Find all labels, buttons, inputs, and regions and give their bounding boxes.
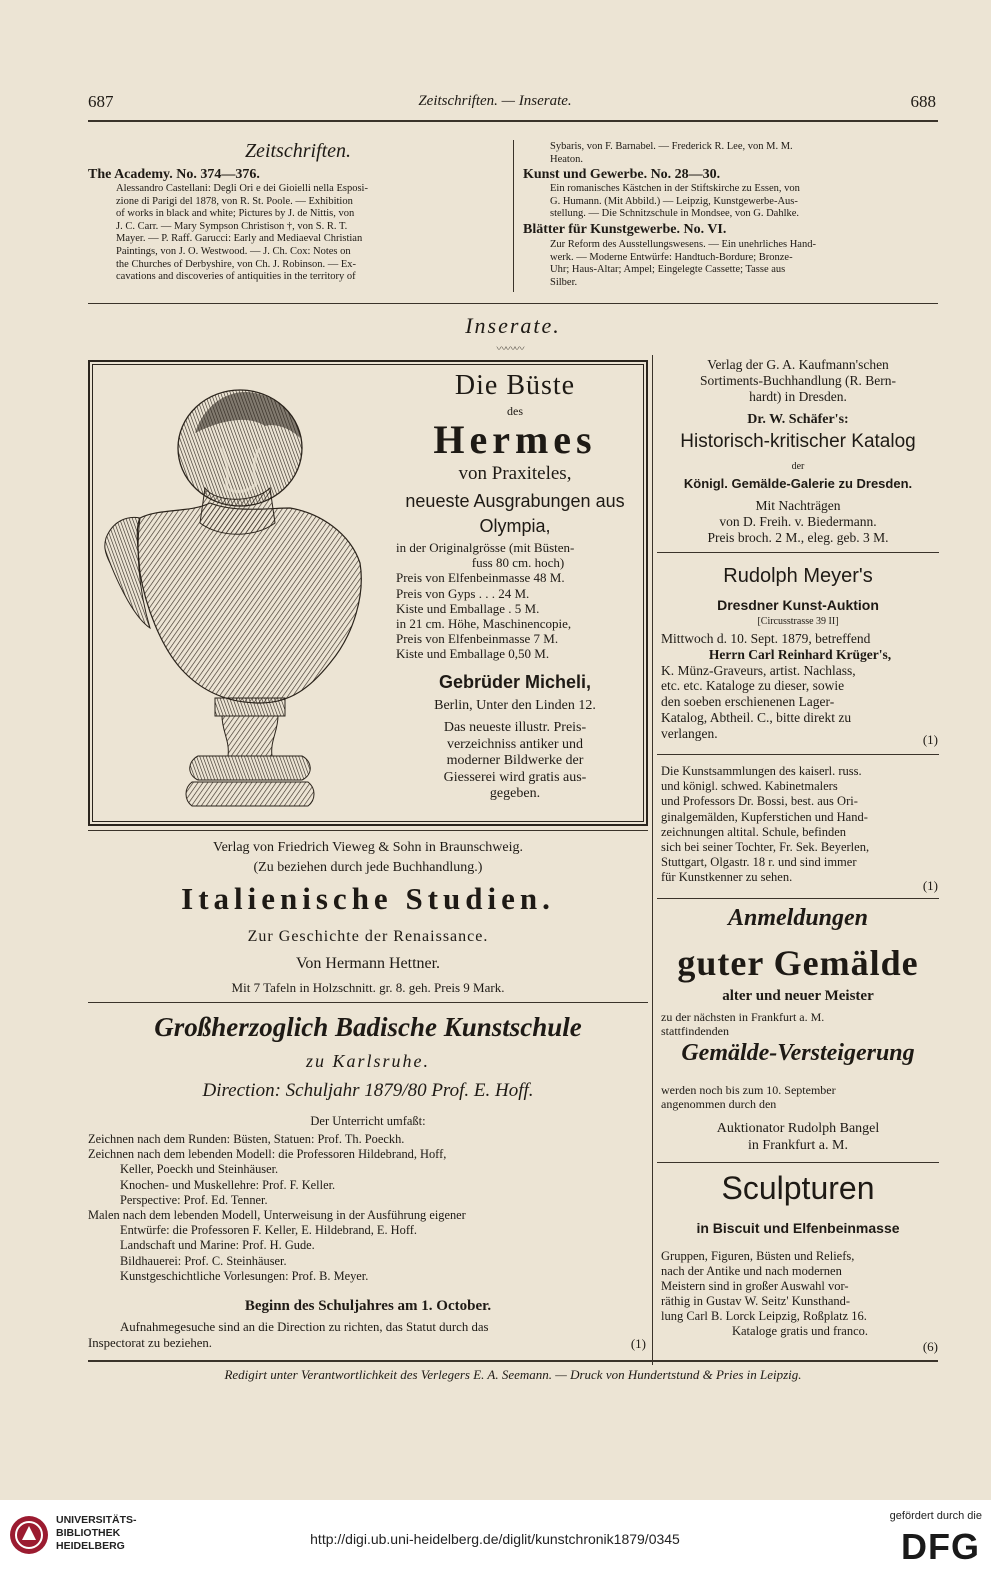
hermes-title-line1: Die Büste	[454, 370, 576, 401]
hermes-address: Berlin, Unter den Linden 12.	[434, 698, 596, 713]
anmeldungen-auctioneer: Auktionator Rudolph Bangel in Frankfurt a. M.	[716, 1121, 880, 1153]
hermes-offer: Das neueste illustr. Preis- verzeichniss antiker und moderner Bildwerke der Giesserei wird gratis aus- gegeben.	[443, 720, 587, 801]
library-logo-text: UNIVERSITÄTS- BIBLIOTHEK HEIDELBERG	[56, 1514, 137, 1552]
left-page-number: 687	[88, 92, 114, 111]
ad-rule-3	[657, 898, 939, 899]
section-rule	[88, 303, 938, 304]
kaufmann-details: Mit Nachträgen von D. Freih. v. Biedermann. Preis broch. 2 M., eleg. geb. 3 M.	[707, 498, 889, 545]
hermes-title-line2: des	[507, 404, 523, 418]
kunst-gewerbe-contents: Ein romanisches Kästchen in der Stiftskirche zu Essen, von G. Humann. (Mit Abbild.) — Leipzig, Kunstgewerbe-Aus- stellung. — Die Schnitzschule in Mondsee, von G. Dahlke.	[550, 183, 800, 220]
kunstschule-application: Aufnahmegesuche sind an die Direction zu richten, das Statut durch das Inspectorat zu beziehen.	[88, 1320, 489, 1350]
kunstsammlungen-number: (1)	[922, 878, 938, 893]
anmeldungen-auction-title: Gemälde-Versteigerung	[681, 1040, 915, 1066]
anmeldungen-headline: guter Gemälde	[677, 943, 919, 983]
ad-rule-4	[657, 1162, 939, 1163]
academy-contents: Alessandro Castellani: Degli Ori e dei Gioielli nella Esposi- zione di Parigi del 1878, von R. St. Poole. — Exhibition of works in black and white; Pictures by J. de Nittis, von J. C. Carr. — Mary Sympson Christison †, von S. R. T. Mayer. — P. Raff. Garucci: Early and Mediaeval Christian Paintings, von J. O. Westwood. — J. Ch. Cox: Notes on the Churches of Derbyshire, von Ch. J. Robinson. — Ex- cavations and discoveries of antiquities in the territory of	[116, 183, 368, 283]
imprint-rule	[88, 1360, 938, 1362]
zeitschriften-heading: Zeitschriften.	[244, 140, 352, 162]
hermes-title-main: Hermes	[433, 417, 597, 462]
academy-title: The Academy. No. 374—376.	[88, 167, 260, 182]
blaetter-title: Blätter für Kunstgewerbe. No. VI.	[523, 222, 727, 237]
vieweg-author: Von Hermann Hettner.	[295, 955, 441, 972]
permalink-url[interactable]: http://digi.ub.uni-heidelberg.de/diglit/kunstchronik1879/0345	[310, 1531, 680, 1547]
anmeldungen-lines-a: zu der nächsten in Frankfurt a. M. stattfindenden	[661, 1010, 825, 1038]
kunstschule-courses: Zeichnen nach dem Runden: Büsten, Statuen: Prof. Th. Poeckh. Zeichnen nach dem lebenden Modell: die Professoren Hildebrand, Hoff, Keller, Poeckh und Steinhäuser. Knochen- und Muskellehre: Prof. F. Keller. Perspective: Prof. Ed. Tenner. Malen nach dem lebenden Modell, Unterweisung in der Ausführung eigener Entwürfe: die Professoren F. Keller, E. Hildebrand, E. Hoff. Landschaft und Marine: Prof. H. Gude. Bildhauerei: Prof. C. Steinhäuser. Kunstgeschichtliche Vorlesungen: Prof. B. Meyer.	[88, 1132, 466, 1283]
meyer-street: [Circusstrasse 39 II]	[757, 616, 839, 627]
academy-continued: Sybaris, von F. Barnabel. — Frederick R. Lee, von M. M. Heaton.	[550, 141, 793, 165]
meyer-subtitle: Dresdner Kunst-Auktion	[717, 597, 879, 613]
meyer-number: (1)	[922, 732, 938, 747]
hermes-title-line5: neueste Ausgrabungen aus	[405, 491, 625, 511]
ad-rule-5	[88, 830, 648, 831]
kunstschule-beginn: Beginn des Schuljahres am 1. October.	[244, 1298, 492, 1314]
anmeldungen-title: Anmeldungen	[727, 905, 869, 931]
ad-rule-6	[88, 1002, 648, 1003]
kunstschule-number: (1)	[630, 1336, 646, 1351]
sculpturen-details: Gruppen, Figuren, Büsten und Reliefs, nach der Antike und nach modernen Meistern sind in großer Auswahl vor- räthig in Gustav W. Seitz' Kunsthand- lung Carl B. Lorck Leipzig, Roßplatz 16. Kataloge gratis und franco.	[661, 1249, 869, 1338]
meyer-details: Mittwoch d. 10. Sept. 1879, betreffend Herrn Carl Reinhard Krüger's, K. Münz-Graveurs, artist. Nachlass, etc. etc. Kataloge zu dieser, sowie den soeben erschienenen Lager- Katalog, Abtheil. C., bitte direkt zu verlangen.	[661, 631, 892, 741]
ornament-rule: 〰〰〰	[496, 344, 524, 355]
vieweg-note: (Zu beziehen durch jede Buchhandlung.)	[253, 860, 483, 875]
sculpturen-subtitle: in Biscuit und Elfenbeinmasse	[696, 1220, 900, 1236]
kaufmann-publisher: Verlag der G. A. Kaufmann'schen Sortiments-Buchhandlung (R. Bern- hardt) in Dresden.	[699, 357, 897, 404]
digital-library-footer	[0, 1500, 991, 1581]
blaetter-contents: Zur Reform des Ausstellungswesens. — Ein unehrliches Hand- werk. — Moderne Entwürfe: Handtuch-Bordure; Bronze- Uhr; Haus-Altar; Ampel; Eingelegte Cassette; Tasse aus Silber.	[550, 239, 816, 288]
kaufmann-author: Dr. W. Schäfer's:	[747, 412, 849, 427]
header-rule	[88, 120, 938, 122]
dfg-logo: DFG	[901, 1526, 980, 1567]
imprint: Redigirt unter Verantwortlichkeit des Verlegers E. A. Seemann. — Druck von Hundertstund & Pries in Leipzig.	[224, 1367, 802, 1382]
hermes-firm: Gebrüder Micheli,	[438, 672, 592, 692]
vieweg-book-subtitle: Zur Geschichte der Renaissance.	[247, 928, 489, 945]
kunstschule-place: zu Karlsruhe.	[305, 1051, 430, 1071]
kunstschule-direction: Direction: Schuljahr 1879/80 Prof. E. Hoff.	[202, 1080, 534, 1101]
hermes-bust-illustration	[100, 378, 385, 818]
sculpturen-title: Sculpturen	[721, 1170, 875, 1206]
right-page-number: 688	[910, 92, 936, 111]
ad-rule-2	[657, 754, 939, 755]
kunst-gewerbe-title: Kunst und Gewerbe. No. 28—30.	[523, 167, 721, 182]
running-head: Zeitschriften. — Inserate.	[418, 93, 572, 109]
hermes-title-line6: Olympia,	[479, 516, 551, 536]
vieweg-publisher: Verlag von Friedrich Vieweg & Sohn in Braunschweig.	[213, 840, 523, 855]
kaufmann-gallery: Königl. Gemälde-Galerie zu Dresden.	[683, 476, 913, 491]
university-seal-icon	[8, 1514, 50, 1556]
kunstschule-intro: Der Unterricht umfaßt:	[310, 1114, 426, 1128]
anmeldungen-subtitle: alter und neuer Meister	[722, 988, 874, 1004]
hermes-title-line4: von Praxiteles,	[458, 463, 572, 484]
column-divider-top	[513, 140, 514, 292]
kunstsammlungen-ad: Die Kunstsammlungen des kaiserl. russ. und königl. schwed. Kabinetmalers und Professors Dr. Bossi, best. aus Ori- ginalgemälden, Kupferstichen und Hand- zeichnungen altital. Schule, befinden sich bei seiner Tochter, Fr. Sek. Beyerlen, Stuttgart, Olgastr. 18 r. und sind immer für Kunstkenner zu sehen.	[661, 764, 870, 885]
kunstschule-title: Großherzoglich Badische Kunstschule	[154, 1012, 582, 1042]
funded-by-text: gefördert durch die	[889, 1510, 982, 1522]
column-divider-main	[652, 355, 653, 1365]
anmeldungen-lines-b: werden noch bis zum 10. September angenommen durch den	[661, 1083, 836, 1111]
meyer-title: Rudolph Meyer's	[723, 565, 873, 587]
ad-rule-1	[657, 552, 939, 553]
vieweg-book-title: Italienische Studien.	[181, 881, 555, 916]
sculpturen-number: (6)	[922, 1339, 938, 1354]
kaufmann-der: der	[791, 461, 805, 472]
hermes-price-list: in der Originalgrösse (mit Büsten- fuss 80 cm. hoch) Preis von Elfenbeinmasse 48 M. Preis von Gyps . . . 24 M. Kiste und Emballage . 5 M. in 21 cm. Höhe, Maschinencopie, Preis von Elfenbeinmasse 7 M. Kiste und Emballage 0,50 M.	[396, 540, 575, 662]
vieweg-details: Mit 7 Tafeln in Holzschnitt. gr. 8. geh. Preis 9 Mark.	[231, 980, 505, 995]
kaufmann-catalog-title: Historisch-kritischer Katalog	[680, 431, 916, 452]
inserate-heading: Inserate.	[465, 313, 561, 338]
